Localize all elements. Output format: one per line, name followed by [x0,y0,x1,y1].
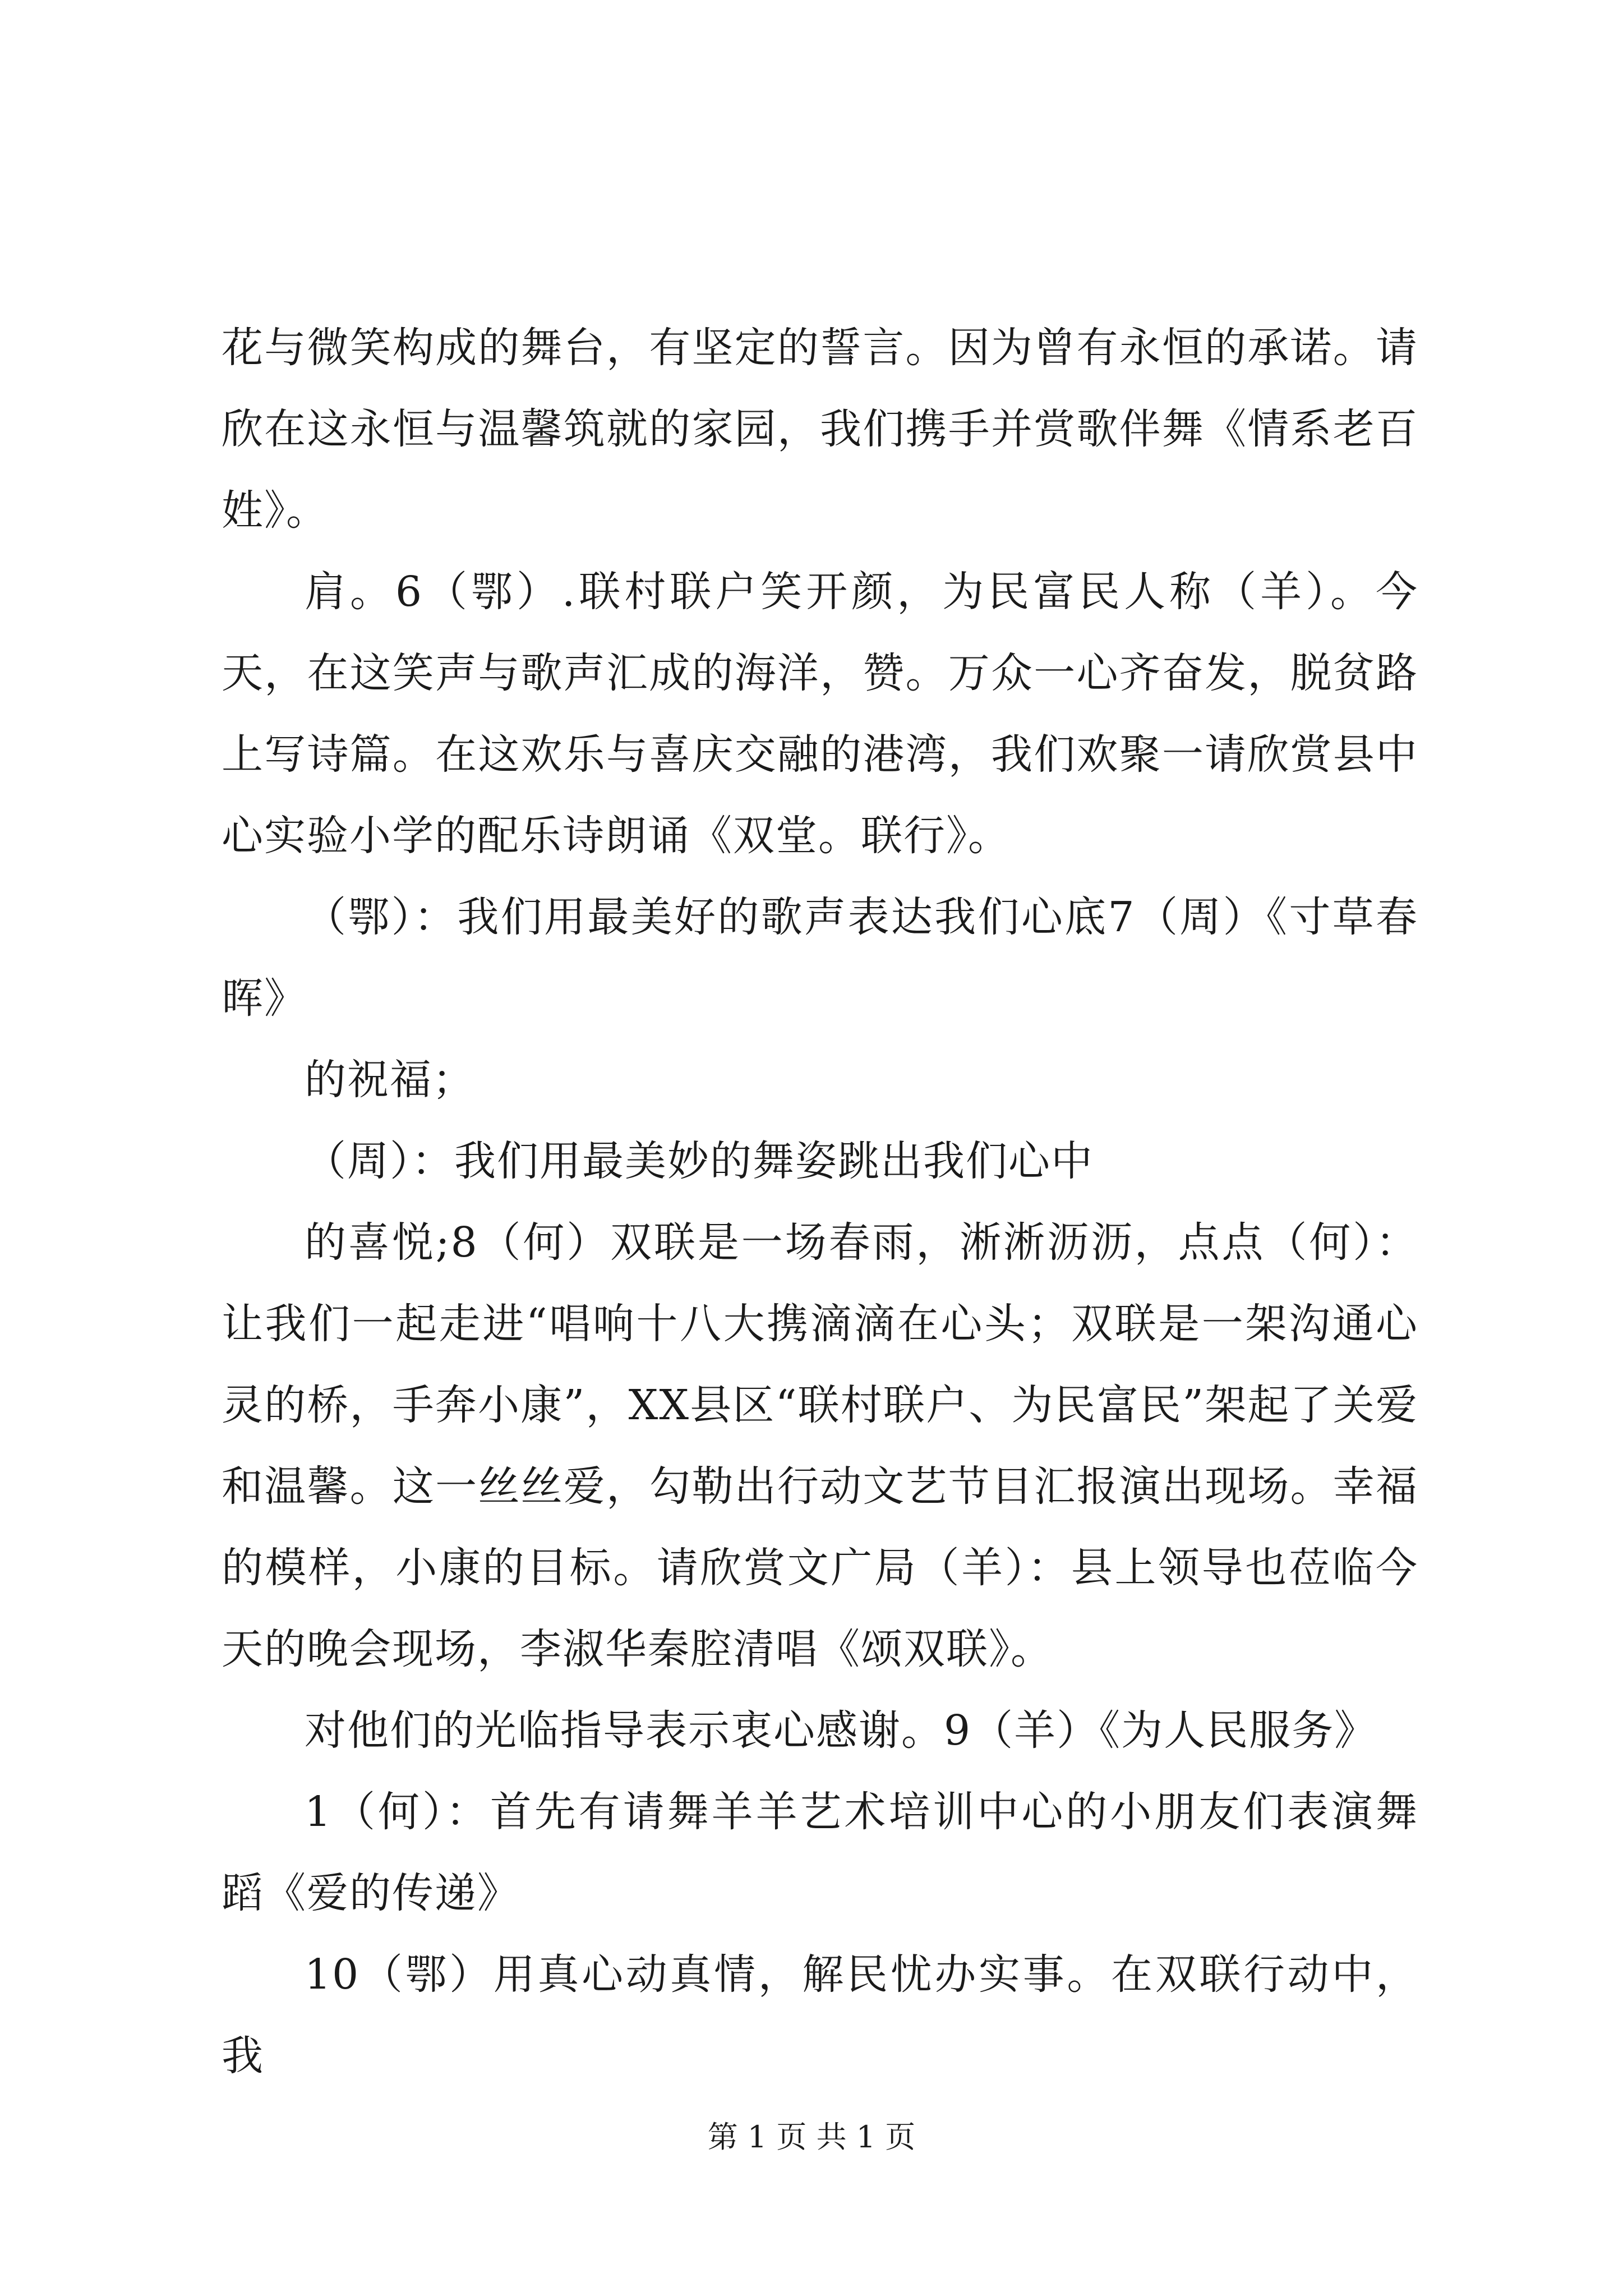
paragraph-9: 10（鄂）用真心动真情，解民忧办实事。在双联行动中，我 [222,1950,1418,2080]
paragraph-5: （周）：我们用最美妙的舞姿跳出我们心中 [305,1137,1094,1185]
paragraph-6: 的喜悦;8（何）双联是一场春雨，淅淅沥沥，点点（何）：让我们一起走进“唱响十八大携滴滴在心头；双联是一架沟通心灵的桥，手奔小康”，XX县区“联村联户、为民富民”架起了关爱和温馨。这一丝丝爱，勾勒出行动文艺节目汇报演出现场。幸福的模样，小康的目标。请欣赏文广局（羊）：县上领导也莅临今天的晚会现场，李淑华秦腔清唱《颂双联》。 [222,1218,1418,1673]
paragraph-8: 1（何）：首先有请舞羊羊艺术培训中心的小朋友们表演舞蹈《爱的传递》 [222,1788,1418,1917]
paragraph-2: 肩。6（鄂）.联村联户笑开颜，为民富民人称（羊）。今天，在这笑声与歌声汇成的海洋，赞。万众一心齐奋发，脱贫路上写诗篇。在这欢乐与喜庆交融的港湾，我们欢聚一请欣赏县中心实验小学的配乐诗朗诵《双堂。联行》。 [222,568,1418,860]
paragraph-7: 对他们的光临指导表示衷心感谢。9（羊）《为人民服务》 [305,1706,1377,1755]
paragraph-3: （鄂）：我们用最美好的歌声表达我们心底7（周）《寸草春晖》 [222,893,1418,1023]
paragraph-1: 花与微笑构成的舞台，有坚定的誓言。因为曾有永恒的承诺。请欣在这永恒与温馨筑就的家园，我们携手并赏歌伴舞《情系老百姓》。 [222,324,1418,535]
page-footer: 第 1 页 共 1 页 [707,2119,916,2155]
paragraph-4: 的祝福； [305,1056,475,1104]
document-body [222,307,1418,2097]
